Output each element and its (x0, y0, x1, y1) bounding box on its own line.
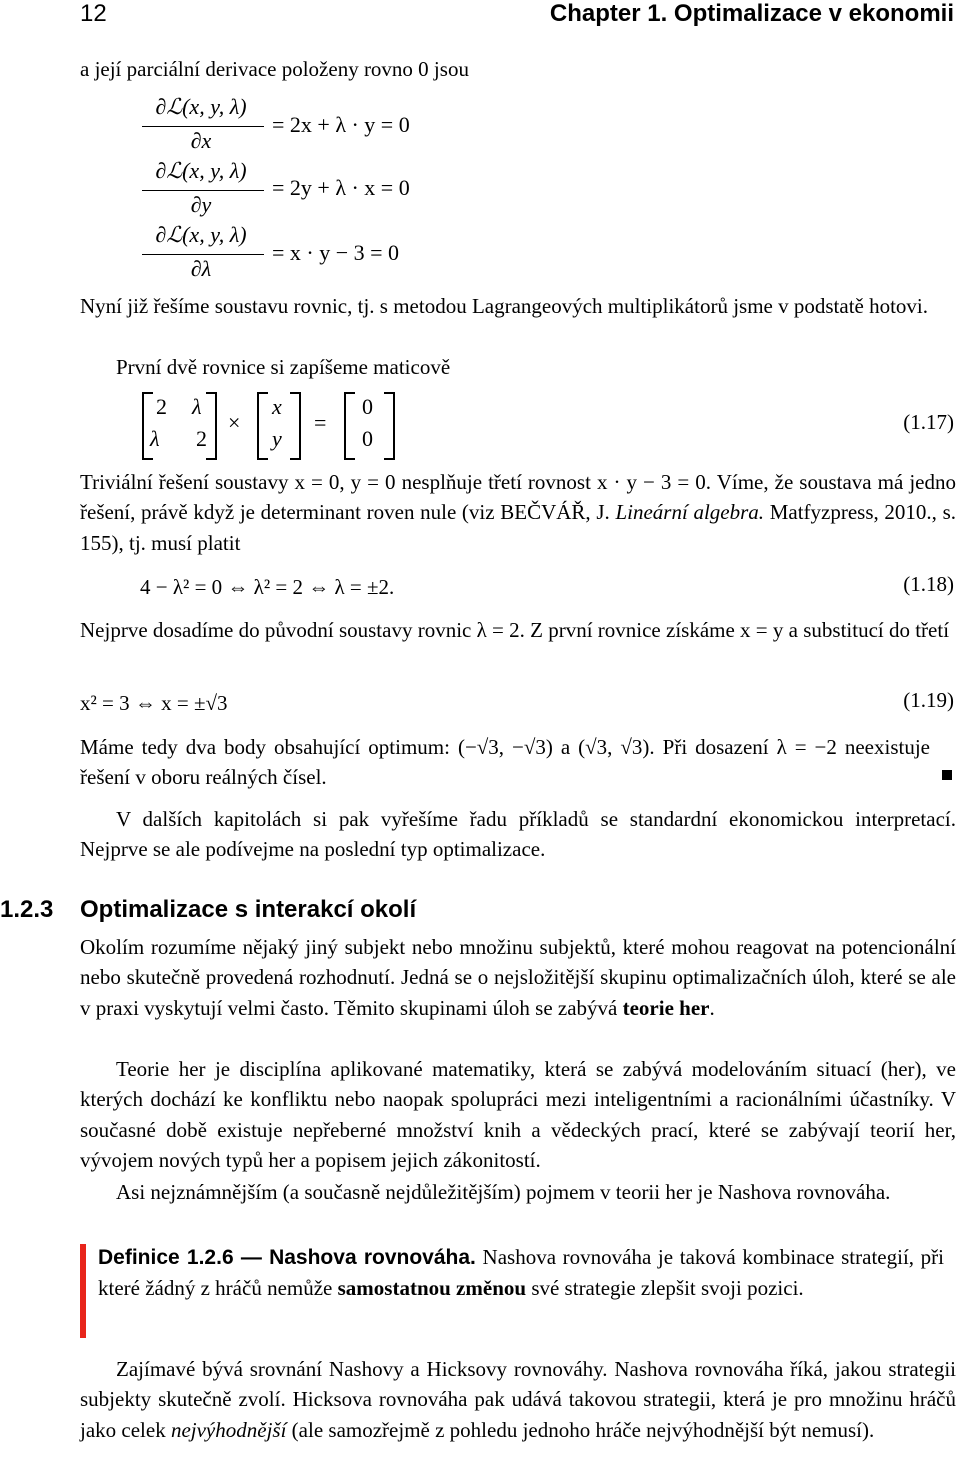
left-bracket (257, 392, 268, 460)
vector-cell: x (272, 394, 282, 419)
italic-text: nejvýhodnější (170, 1417, 287, 1442)
left-bracket (344, 392, 355, 460)
fraction-denominator: ∂x (190, 128, 212, 153)
matrix-cell: λ (150, 426, 160, 451)
equation-number: (1.19) (903, 688, 954, 712)
text-run: Zajímavé bývá srovnání Nashovy a Hicksovy rovnováhy. Nashova rovnováha říká, jakou strategii subjekty skutečně zvolí. Hicksova rovnováha pak udává takovou strategii, která je pro množinu hráčů jako celek (80, 1357, 956, 1442)
fraction-denominator: ∂λ (190, 256, 212, 281)
definition-accent-bar (80, 1244, 86, 1338)
vector-cell: y (272, 426, 282, 451)
bold-term: teorie her (622, 995, 710, 1020)
text-run: své strategie zlepšit svoji pozici. (526, 1276, 804, 1301)
fraction-line (142, 190, 264, 191)
intro-line: a její parciální derivace položeny rovno 0 jsou (80, 57, 469, 81)
right-bracket (290, 392, 301, 460)
text-run: . (709, 995, 715, 1020)
equation-rhs: = x · y − 3 = 0 (272, 240, 400, 265)
section-title: Optimalizace s interakcí okolí (80, 896, 417, 923)
text-run: Triviální řešení soustavy x = 0, y = 0 nesplňuje třetí rovnost x · y − 3 = 0. Víme, že soustava má jedno řešení, právě když je determinant roven nule (viz BEČVÁŘ, J. (80, 470, 956, 525)
paragraph (80, 932, 956, 1023)
paragraph: První dvě rovnice si zapíšeme maticově (116, 355, 451, 379)
fraction-numerator: ∂ℒ(x, y, λ) (155, 94, 247, 119)
text-run: Matfyzpress, 2010., s. 155), tj. musí platit (80, 500, 957, 555)
page-number: 12 (80, 0, 107, 27)
fraction-line (142, 126, 264, 127)
equation-number: (1.17) (903, 410, 954, 434)
paragraph: Nejprve dosadíme do původní soustavy rovnic λ = 2. Z první rovnice získáme x = y a substitucí do třetí (80, 618, 950, 642)
matrix-cell: 2 (196, 426, 207, 451)
qed-square-icon (942, 770, 952, 780)
fraction-line (142, 254, 264, 255)
text-run: Okolím rozumíme nějaký jiný subjekt nebo množinu subjektů, které mohou reagovat na potencionální nebo skutečně provedená rozhodnutí. Jedná se o nejsložitější skupinu optimalizačních úloh, které se ale v praxi vyskytují velmi často. Těmito skupinami úloh se zabývá (80, 935, 956, 1020)
equals-sign: = (314, 410, 327, 435)
matrix-cell: 2 (156, 394, 167, 419)
matrix-cell: λ (192, 394, 202, 419)
vector-cell: 0 (362, 394, 373, 419)
paragraph (80, 467, 956, 558)
paragraph: Máme tedy dva body obsahující optimum: (−√3, −√3) a (√3, √3). Při dosazení λ = −2 neexistuje řešení v oboru reálných čísel. (80, 735, 930, 790)
paragraph: V dalších kapitolách si pak vyřešíme řadu příkladů se standardní ekonomickou interpretací. Nejprve se ale podívejme na poslední typ optimalizace. (80, 807, 956, 862)
paragraph (80, 1354, 956, 1445)
equation: 4 − λ² = 0 ⇔ λ² = 2 ⇔ λ = ±2. (140, 575, 395, 599)
section-number: 1.2.3 (0, 896, 54, 923)
fraction-numerator: ∂ℒ(x, y, λ) (155, 158, 247, 183)
right-bracket (206, 392, 217, 460)
text-run: Nashova rovnováha je taková kombinace strategií, při které žádný z hráčů nemůže (98, 1245, 944, 1301)
fraction-denominator: ∂y (190, 192, 212, 217)
paragraph: Nyní již řešíme soustavu rovnic, tj. s metodou Lagrangeových multiplikátorů jsme v podstatě hotovi. (80, 294, 929, 318)
definition-block (98, 1242, 944, 1304)
paragraph: Asi nejznámnějším (a současně nejdůležitějším) pojmem v teorii her je Nashova rovnováha. (116, 1180, 891, 1204)
fraction-numerator: ∂ℒ(x, y, λ) (155, 222, 247, 247)
running-header (0, 0, 960, 30)
paragraph: Teorie her je disciplína aplikované matematiky, která se zabývá modelováním situací (her), ve kterých dochází ke konfliktu nebo naopak spolupráci mezi inteligentními a racionálními účastníky. V současné době existuje nepřeberné množství knih a vědeckých prací, které se zabývají teorií her, vývojem nových typů her a popisem jejich zákonitostí. (80, 1057, 956, 1173)
definition-title: Definice 1.2.6 — Nashova rovnováha. (98, 1246, 476, 1269)
bold-term: samostatnou změnou (337, 1276, 527, 1301)
italic-text: Lineární algebra. (615, 500, 765, 525)
chapter-title: Chapter 1. Optimalizace v ekonomii (549, 0, 954, 27)
text-run: (ale samozřejmě z pohledu jednoho hráče nejvýhodnější být nemusí). (286, 1417, 875, 1442)
equation-number: (1.18) (903, 572, 954, 596)
equation-rhs: = 2x + λ · y = 0 (272, 112, 410, 137)
right-bracket (384, 392, 395, 460)
equation: x² = 3 ⇔ x = ±√3 (80, 691, 228, 715)
equation-rhs: = 2y + λ · x = 0 (272, 175, 410, 200)
vector-cell: 0 (362, 426, 373, 451)
times-sign: × (228, 410, 241, 435)
